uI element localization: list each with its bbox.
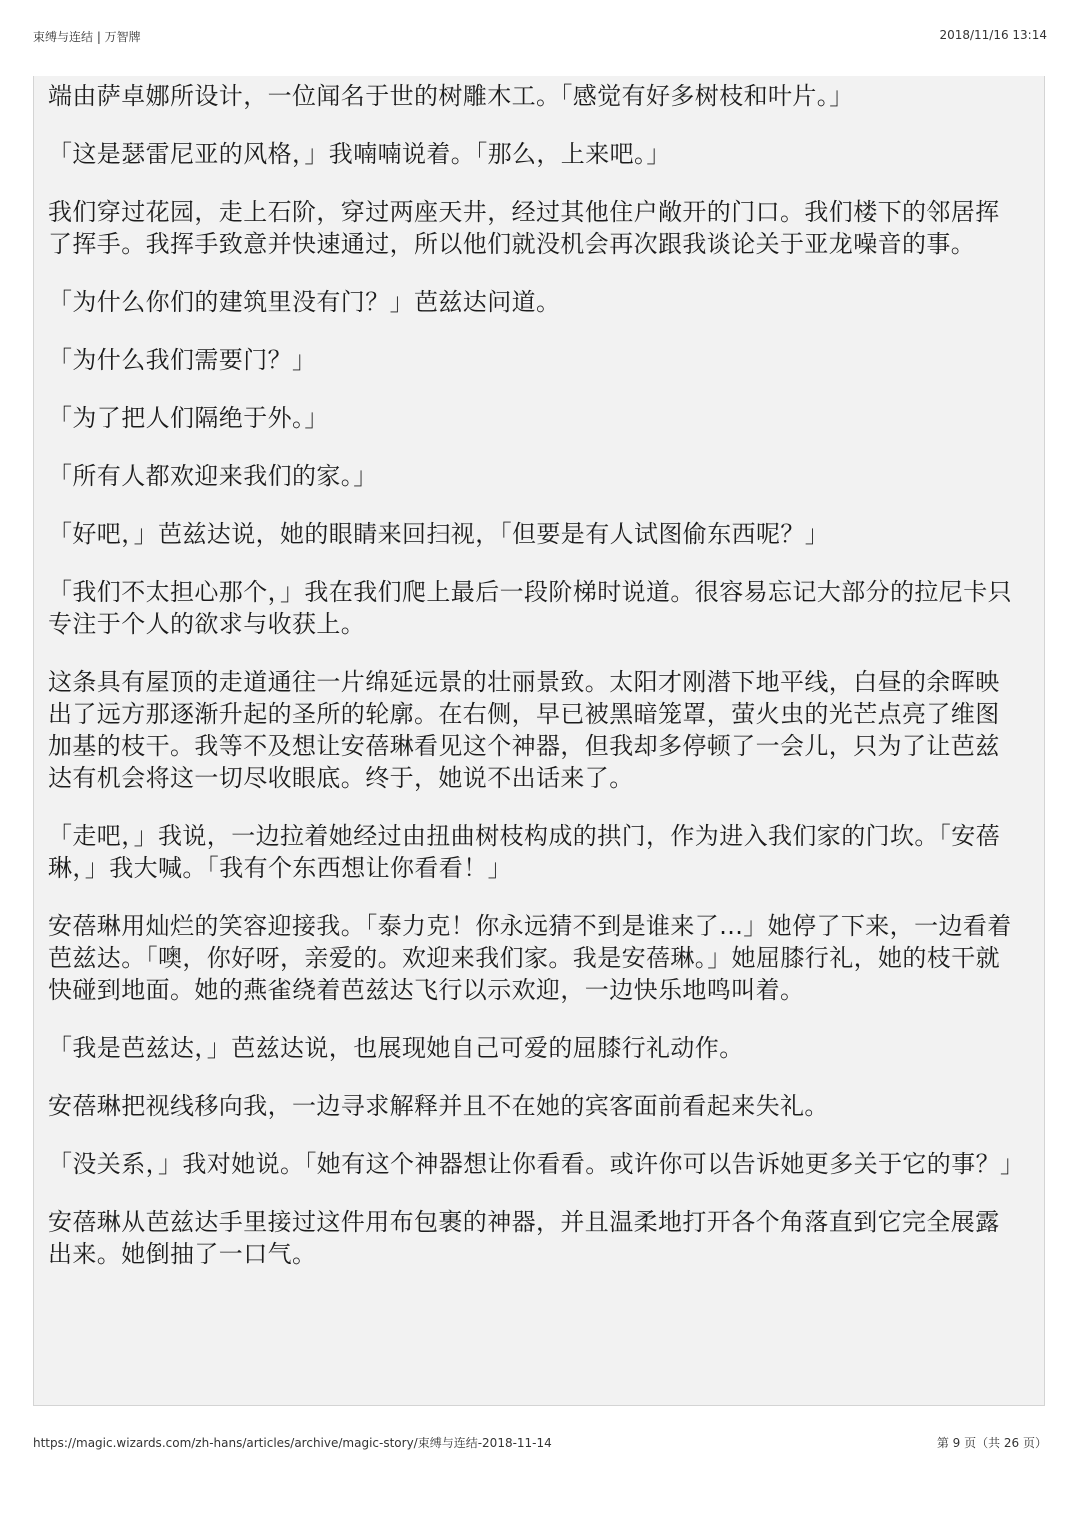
paragraph: 安蓓琳把视线移向我，一边寻求解释并且不在她的宾客面前看起来失礼。 (48, 1092, 829, 1120)
page-url: https://magic.wizards.com/zh-hans/articles/archive/magic-story/束缚与连结-2018-11-14 (33, 1436, 552, 1450)
print-header (33, 28, 1047, 50)
paragraph: 安蓓琳用灿烂的笑容迎接我。「泰力克！你永远猜不到是谁来了...」她停了下来，一边看着芭兹达。「噢，你好呀，亲爱的。欢迎来我们家。我是安蓓琳。」她屈膝行礼，她的枝干就快碰到地面。她的燕雀绕着芭兹达飞行以示欢迎，一边快乐地鸣叫着。 (48, 912, 1012, 1004)
paragraph: 「我是芭兹达，」芭兹达说，也展现她自己可爱的屈膝行礼动作。 (48, 1034, 744, 1062)
paragraph: 端由萨卓娜所设计，一位闻名于世的树雕木工。「感觉有好多树枝和叶片。」 (48, 82, 854, 110)
paragraph: 我们穿过花园，走上石阶，穿过两座天井，经过其他住户敞开的门口。我们楼下的邻居挥了挥手。我挥手致意并快速通过，所以他们就没机会再次跟我谈论关于亚龙噪音的事。 (48, 198, 1000, 258)
paragraph: 「这是瑟雷尼亚的风格，」我喃喃说着。「那么，上来吧。」 (48, 140, 671, 168)
print-footer (33, 1434, 1047, 1454)
paragraph: 「好吧，」芭兹达说，她的眼睛来回扫视，「但要是有人试图偷东西呢？」 (48, 520, 830, 548)
article-body (33, 76, 1045, 1406)
print-datetime: 2018/11/16 13:14 (939, 28, 1047, 42)
page-number: 第 9 页（共 26 页） (936, 1436, 1047, 1450)
paragraph: 「为了把人们隔绝于外。」 (48, 404, 329, 432)
paragraph: 「所有人都欢迎来我们的家。」 (48, 462, 378, 490)
paragraph: 安蓓琳从芭兹达手里接过这件用布包裹的神器，并且温柔地打开各个角落直到它完全展露出来。她倒抽了一口气。 (48, 1208, 1000, 1268)
paragraph: 「走吧，」我说，一边拉着她经过由扭曲树枝构成的拱门，作为进入我们家的门坎。「安蓓琳，」我大喊。「我有个东西想让你看看！」 (48, 822, 1000, 882)
paragraph: 「为什么你们的建筑里没有门？」芭兹达问道。 (48, 288, 561, 316)
page-title: 束缚与连结 | 万智牌 (33, 30, 141, 44)
paragraph: 「为什么我们需要门？」 (48, 346, 317, 374)
paragraph: 这条具有屋顶的走道通往一片绵延远景的壮丽景致。太阳才刚潜下地平线，白昼的余晖映出了远方那逐渐升起的圣所的轮廓。在右侧，早已被黑暗笼罩，萤火虫的光芒点亮了维图加基的枝干。我等不及想让安蓓琳看见这个神器，但我却多停顿了一会儿，只为了让芭兹达有机会将这一切尽收眼底。终于，她说不出话来了。 (48, 668, 1000, 792)
paragraph: 「我们不太担心那个，」我在我们爬上最后一段阶梯时说道。很容易忘记大部分的拉尼卡只专注于个人的欲求与收获上。 (48, 578, 1012, 638)
paragraph: 「没关系，」我对她说。「她有这个神器想让你看看。或许你可以告诉她更多关于它的事？」 (48, 1150, 1025, 1178)
